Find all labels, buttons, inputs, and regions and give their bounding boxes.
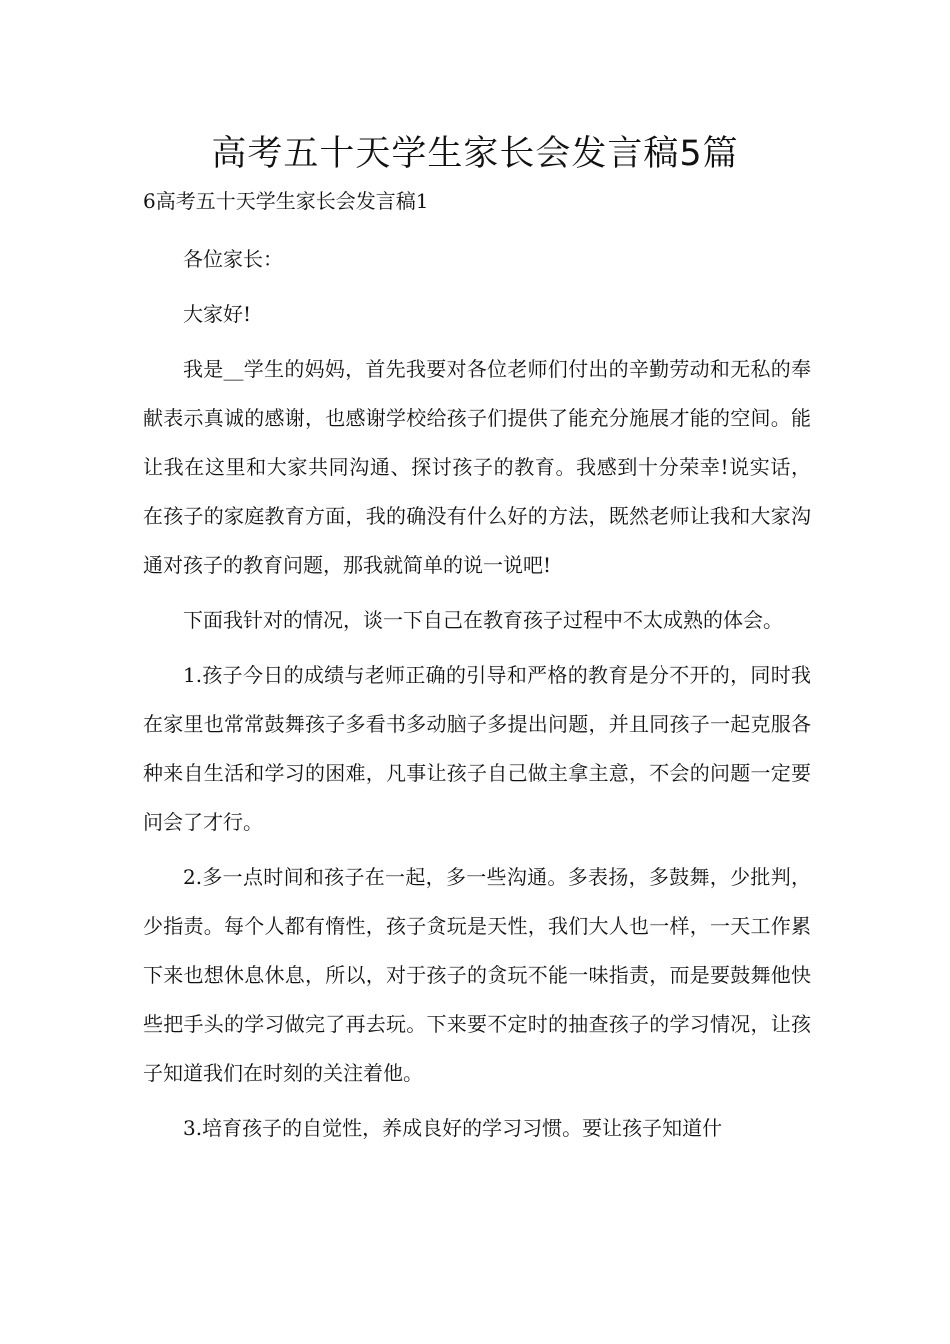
- paragraph-point-2: 2.多一点时间和孩子在一起，多一些沟通。多表扬，多鼓舞，少批判，少指责。每个人都有惰性，孩子贪玩是天性，我们大人也一样，一天工作累下来也想休息休息，所以，对于孩子的贪玩不能一味指责，而是要鼓舞他快些把手头的学习做完了再去玩。下来要不定时的抽查孩子的学习情况，让孩子知道我们在时刻的关注着他。: [143, 865, 811, 1085]
- paragraph-point-3: 3.培育孩子的自觉性，养成良好的学习习惯。要让孩子知道什: [183, 1116, 723, 1140]
- paragraph-greeting: 各位家长：: [183, 247, 283, 271]
- document-body: [143, 235, 811, 1153]
- paragraph-experience: 下面我针对的情况，谈一下自己在教育孩子过程中不太成熟的体会。: [183, 608, 783, 632]
- document-title: 高考五十天学生家长会发言稿5篇: [211, 134, 739, 174]
- paragraph-point-1: 1.孩子今日的成绩与老师正确的引导和严格的教育是分不开的，同时我在家里也常常鼓舞孩子多看书多动脑子多提出问题，并且同孩子一起克服各种来自生活和学习的困难，凡事让孩子自己做主拿主意，不会的问题一定要问会了才行。: [143, 663, 811, 834]
- paragraph-hello: 大家好!: [183, 302, 252, 326]
- document-subtitle: 6高考五十天学生家长会发言稿1: [143, 189, 429, 213]
- paragraph-intro: 我是__学生的妈妈，首先我要对各位老师们付出的辛勤劳动和无私的奉献表示真诚的感谢，也感谢学校给孩子们提供了能充分施展才能的空间。能让我在这里和大家共同沟通、探讨孩子的教育。我感到十分荣幸!说实话，在孩子的家庭教育方面，我的确没有什么好的方法，既然老师让我和大家沟通对孩子的教育问题，那我就简单的说一说吧!: [143, 357, 811, 577]
